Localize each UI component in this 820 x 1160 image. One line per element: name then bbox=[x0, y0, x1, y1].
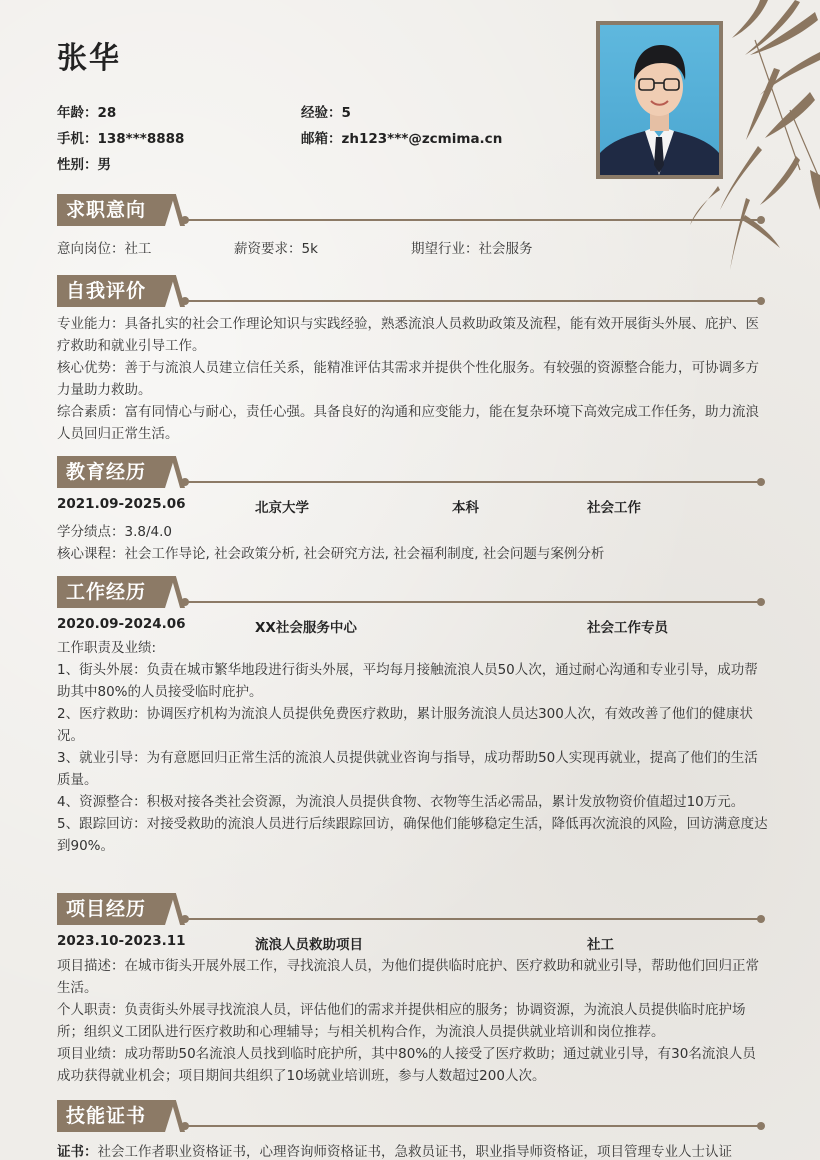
section-title: 自我评价 bbox=[57, 275, 165, 307]
section-header-project bbox=[57, 893, 765, 925]
work-company: XX社会服务中心 bbox=[255, 620, 357, 636]
section-divider bbox=[185, 300, 759, 302]
work-date: 2020.09-2024.06 bbox=[57, 616, 186, 632]
section-header-work bbox=[57, 576, 765, 608]
section-title: 工作经历 bbox=[57, 576, 165, 608]
skills-text bbox=[57, 1140, 732, 1160]
project-details bbox=[57, 955, 769, 1087]
work-intro: 工作职责及业绩: bbox=[57, 640, 157, 656]
email-text: 邮箱：zh123***@zcmima.cn bbox=[301, 131, 503, 147]
section-title: 项目经历 bbox=[57, 893, 165, 925]
skills-list: 社会工作者职业资格证书，心理咨询师资格证书，急救员证书，职业指导师资格证，项目管理专业人士认证 bbox=[97, 1144, 732, 1160]
section-title: 技能证书 bbox=[57, 1100, 165, 1132]
project-duty: 个人职责：负责街头外展寻找流浪人员，评估他们的需求并提供相应的服务；协调资源，为流浪人员提供临时庇护场所；组织义工团队进行医疗救助和心理辅导；与相关机构合作，为流浪人员提供就业培训和岗位推荐。 bbox=[57, 1002, 746, 1040]
work-item: 4、资源整合：积极对接各类社会资源，为流浪人员提供食物、衣物等生活必需品，累计发放物资价值超过10万元。 bbox=[57, 794, 745, 810]
section-divider bbox=[185, 601, 759, 603]
work-item: 2、医疗救助：协调医疗机构为流浪人员提供免费医疗救助，累计服务流浪人员达300人次，有效改善了他们的健康状况。 bbox=[57, 706, 753, 744]
experience-text: 经验：5 bbox=[301, 105, 351, 121]
candidate-name: 张华 bbox=[57, 41, 121, 76]
profile-photo bbox=[596, 21, 723, 179]
project-name: 流浪人员救助项目 bbox=[255, 937, 363, 953]
avatar bbox=[600, 25, 719, 175]
work-item: 5、跟踪回访：对接受救助的流浪人员进行后续跟踪回访，确保他们能够稳定生活，降低再次流浪的风险，回访满意度达到90%。 bbox=[57, 816, 768, 854]
education-school: 北京大学 bbox=[255, 500, 309, 516]
work-duties bbox=[57, 637, 769, 857]
section-divider bbox=[185, 481, 759, 483]
intention-industry: 期望行业：社会服务 bbox=[411, 241, 533, 257]
education-degree: 本科 bbox=[452, 500, 479, 516]
education-date: 2021.09-2025.06 bbox=[57, 496, 186, 512]
self-eval-text bbox=[57, 313, 769, 445]
project-desc: 项目描述：在城市街头开展外展工作，寻找流浪人员，为他们提供临时庇护、医疗救助和就业引导，帮助他们回归正常生活。 bbox=[57, 958, 759, 996]
intention-position: 意向岗位：社工 bbox=[57, 241, 152, 257]
self-eval-paragraph: 核心优势：善于与流浪人员建立信任关系，能精准评估其需求并提供个性化服务。有较强的资源整合能力，可协调多方力量助力救助。 bbox=[57, 360, 759, 398]
section-header-intention bbox=[57, 194, 765, 226]
section-title: 求职意向 bbox=[57, 194, 165, 226]
project-role: 社工 bbox=[587, 937, 614, 953]
work-item: 1、街头外展：负责在城市繁华地段进行街头外展，平均每月接触流浪人员50人次，通过耐心沟通和专业引导，成功帮助其中80%的人员接受临时庇护。 bbox=[57, 662, 758, 700]
project-date: 2023.10-2023.11 bbox=[57, 933, 186, 949]
work-title: 社会工作专员 bbox=[587, 620, 668, 636]
section-title: 教育经历 bbox=[57, 456, 165, 488]
person-portrait-icon bbox=[600, 25, 719, 175]
intention-salary: 薪资要求：5k bbox=[234, 241, 318, 257]
education-courses: 核心课程：社会工作导论, 社会政策分析, 社会研究方法, 社会福利制度, 社会问题与案例分析 bbox=[57, 546, 605, 562]
section-header-education bbox=[57, 456, 765, 488]
education-major: 社会工作 bbox=[587, 500, 641, 516]
self-eval-paragraph: 综合素质：富有同情心与耐心，责任心强。具备良好的沟通和应变能力，能在复杂环境下高效完成工作任务，助力流浪人员回归正常生活。 bbox=[57, 404, 759, 442]
skills-label: 证书： bbox=[57, 1144, 98, 1160]
self-eval-paragraph: 专业能力：具备扎实的社会工作理论知识与实践经验，熟悉流浪人员救助政策及流程，能有效开展街头外展、庇护、医疗救助和就业引导工作。 bbox=[57, 316, 759, 354]
phone-text: 手机：138***8888 bbox=[57, 131, 185, 147]
education-gpa: 学分绩点：3.8/4.0 bbox=[57, 524, 172, 540]
section-header-self-eval bbox=[57, 275, 765, 307]
gender-text: 性别：男 bbox=[57, 157, 111, 173]
work-item: 3、就业引导：为有意愿回归正常生活的流浪人员提供就业咨询与指导，成功帮助50人实现再就业，提高了他们的生活质量。 bbox=[57, 750, 758, 788]
section-header-skills bbox=[57, 1100, 765, 1132]
project-result: 项目业绩：成功帮助50名流浪人员找到临时庇护所，其中80%的人接受了医疗救助；通过就业引导，有30名流浪人员成功获得就业机会；项目期间共组织了10场就业培训班，参与人数超过200人次。 bbox=[57, 1046, 756, 1084]
section-divider bbox=[185, 1125, 759, 1127]
section-divider bbox=[185, 219, 759, 221]
section-divider bbox=[185, 918, 759, 920]
age-text: 年龄：28 bbox=[57, 105, 117, 121]
